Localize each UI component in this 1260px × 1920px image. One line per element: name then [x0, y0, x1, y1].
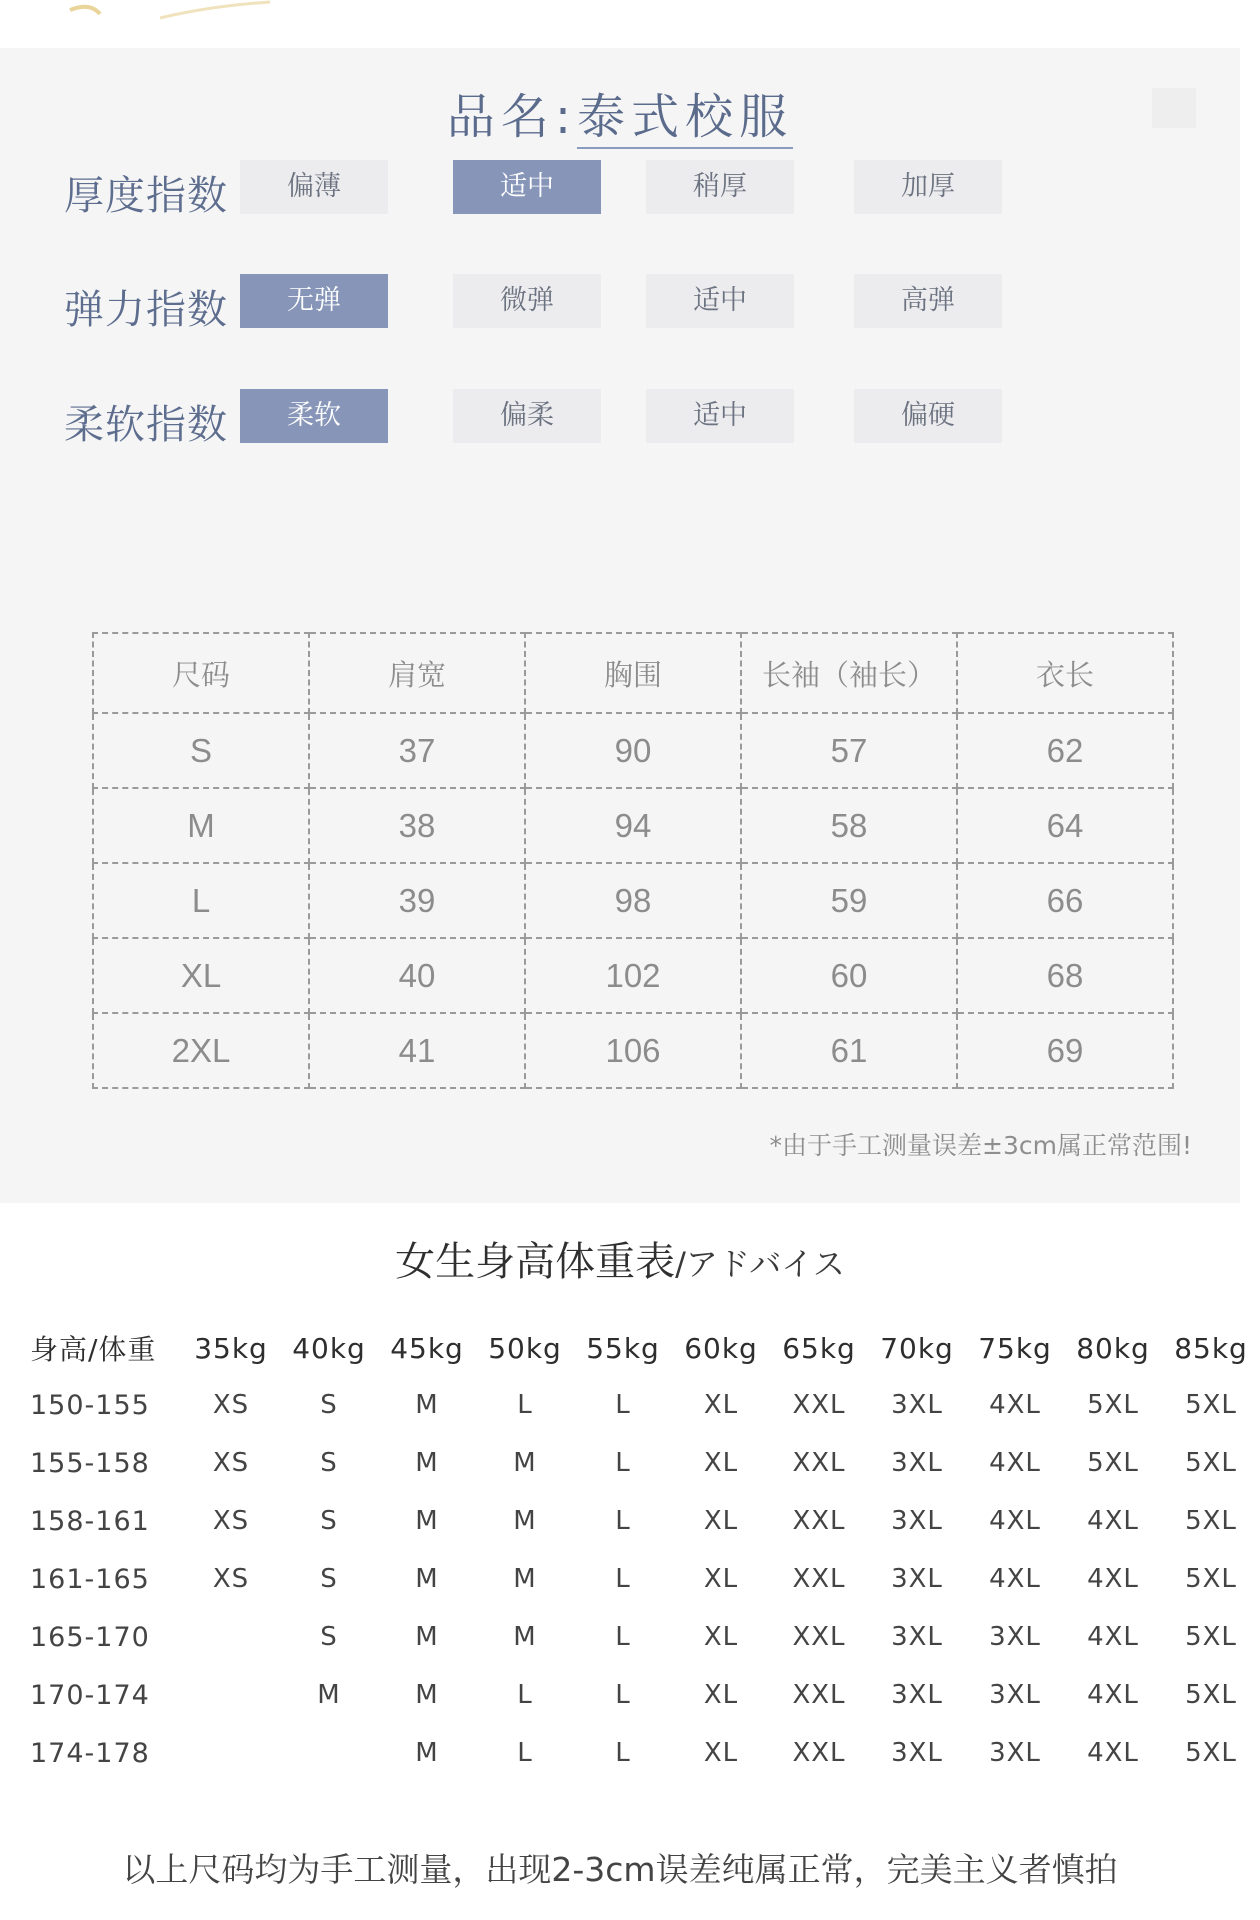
- hw-cell: M: [415, 1448, 439, 1478]
- size-table-row: [93, 938, 1173, 1013]
- hw-header-cell: 55kg: [586, 1331, 660, 1365]
- hw-cell: XL: [703, 1390, 739, 1420]
- height-weight-chart-title: [0, 1230, 1240, 1287]
- index-option-selected: 适中: [453, 160, 601, 214]
- size-table: [92, 632, 1174, 1089]
- index-row: [0, 160, 1240, 219]
- size-table-cell: 62: [957, 713, 1173, 788]
- hw-cell: M: [513, 1622, 537, 1652]
- top-decoration-strip: [0, 0, 1240, 48]
- hw-row: [22, 1724, 1260, 1782]
- hw-cell: 4XL: [1087, 1738, 1139, 1768]
- size-table-cell: 37: [309, 713, 525, 788]
- hw-cell: 5XL: [1185, 1506, 1237, 1536]
- hw-cell: 3XL: [891, 1564, 943, 1594]
- index-option: 偏薄: [240, 160, 388, 214]
- hw-cell: L: [517, 1680, 533, 1710]
- hw-cell: 165-170: [30, 1621, 150, 1653]
- index-option: 偏柔: [453, 389, 601, 443]
- size-table-cell: 41: [309, 1013, 525, 1088]
- size-table-cell: 106: [525, 1013, 741, 1088]
- product-name-title: [0, 78, 1240, 147]
- size-table-cell: 98: [525, 863, 741, 938]
- hw-cell: 4XL: [1087, 1506, 1139, 1536]
- size-table-cell: 38: [309, 788, 525, 863]
- size-table-cell: 57: [741, 713, 957, 788]
- size-table-cell: S: [93, 713, 309, 788]
- size-table-cell: 39: [309, 863, 525, 938]
- hw-row: [22, 1550, 1260, 1608]
- hw-header-cell: 50kg: [488, 1331, 562, 1365]
- hw-cell: XL: [703, 1622, 739, 1652]
- hw-cell: 5XL: [1087, 1390, 1139, 1420]
- hw-cell: M: [317, 1680, 341, 1710]
- hw-row: [22, 1666, 1260, 1724]
- hw-title-subtitle: /アドバイス: [675, 1245, 845, 1283]
- hw-cell: XS: [212, 1390, 250, 1420]
- hw-cell: XL: [703, 1506, 739, 1536]
- hw-cell: XXL: [792, 1390, 846, 1420]
- index-option: 微弹: [453, 274, 601, 328]
- product-name-value: 泰式校服: [577, 89, 793, 149]
- hw-cell: L: [615, 1680, 631, 1710]
- hw-cell: 4XL: [1087, 1622, 1139, 1652]
- index-option-selected: 无弹: [240, 274, 388, 328]
- hw-row: [22, 1376, 1260, 1434]
- hw-cell: XL: [703, 1680, 739, 1710]
- hw-header-cell: 45kg: [390, 1331, 464, 1365]
- hw-row: [22, 1492, 1260, 1550]
- index-option: 高弹: [854, 274, 1002, 328]
- hw-cell: 4XL: [989, 1390, 1041, 1420]
- hw-cell: 5XL: [1185, 1680, 1237, 1710]
- index-option: 适中: [646, 274, 794, 328]
- hw-cell: M: [415, 1390, 439, 1420]
- size-table-cell: 66: [957, 863, 1173, 938]
- hw-cell: 155-158: [30, 1447, 150, 1479]
- hw-cell: L: [615, 1506, 631, 1536]
- hw-cell: XXL: [792, 1506, 846, 1536]
- hw-cell: 3XL: [891, 1622, 943, 1652]
- size-table-cell: 69: [957, 1013, 1173, 1088]
- hw-cell: L: [615, 1622, 631, 1652]
- size-table-cell: 2XL: [93, 1013, 309, 1088]
- hw-cell: M: [415, 1738, 439, 1768]
- hw-cell: 5XL: [1185, 1390, 1237, 1420]
- index-option: 适中: [646, 389, 794, 443]
- hw-row: [22, 1434, 1260, 1492]
- size-table-cell: 102: [525, 938, 741, 1013]
- size-table-cell: 58: [741, 788, 957, 863]
- hw-cell: 5XL: [1087, 1448, 1139, 1478]
- hw-cell: 5XL: [1185, 1564, 1237, 1594]
- hw-cell: S: [320, 1564, 338, 1594]
- hw-header-cell: 80kg: [1076, 1331, 1150, 1365]
- hw-cell: M: [415, 1564, 439, 1594]
- hw-cell: 158-161: [30, 1505, 150, 1537]
- tolerance-note: *由于手工测量误差±3cm属正常范围!: [769, 1131, 1192, 1160]
- decorative-swoosh: [70, 0, 270, 22]
- hw-cell: L: [615, 1448, 631, 1478]
- size-table-header-cell: 长袖（袖长）: [741, 633, 957, 713]
- hw-header-cell: 身高/体重: [30, 1333, 157, 1366]
- hw-cell: 3XL: [989, 1622, 1041, 1652]
- size-table-row: [93, 1013, 1173, 1088]
- hw-header-cell: 35kg: [194, 1331, 268, 1365]
- hw-cell: XXL: [792, 1622, 846, 1652]
- hw-cell: 170-174: [30, 1679, 150, 1711]
- index-row: [0, 389, 1240, 448]
- index-label: 柔软指数: [64, 402, 228, 448]
- size-table-cell: M: [93, 788, 309, 863]
- hw-cell: L: [615, 1390, 631, 1420]
- hw-cell: XS: [212, 1448, 250, 1478]
- corner-placeholder: [1152, 88, 1196, 128]
- hw-cell: XXL: [792, 1738, 846, 1768]
- size-table-cell: 60: [741, 938, 957, 1013]
- hw-cell: 5XL: [1185, 1738, 1237, 1768]
- hw-cell: 3XL: [891, 1738, 943, 1768]
- index-option: 加厚: [854, 160, 1002, 214]
- hw-cell: XL: [703, 1564, 739, 1594]
- index-option-selected: 柔软: [240, 389, 388, 443]
- hw-cell: 3XL: [891, 1506, 943, 1536]
- hw-cell: [182, 1666, 280, 1724]
- hw-cell: 4XL: [1087, 1564, 1139, 1594]
- hw-cell: 4XL: [1087, 1680, 1139, 1710]
- size-table-row: [93, 788, 1173, 863]
- hw-cell: M: [415, 1680, 439, 1710]
- size-table-header-cell: 胸围: [525, 633, 741, 713]
- hw-cell: 3XL: [891, 1390, 943, 1420]
- hw-header-cell: 85kg: [1174, 1331, 1248, 1365]
- hw-cell: L: [615, 1738, 631, 1768]
- hw-header-cell: 75kg: [978, 1331, 1052, 1365]
- hw-cell: XXL: [792, 1564, 846, 1594]
- size-table-row: [93, 863, 1173, 938]
- hw-cell: S: [320, 1506, 338, 1536]
- hw-cell: XL: [703, 1738, 739, 1768]
- hw-cell: M: [415, 1622, 439, 1652]
- hw-cell: 3XL: [891, 1680, 943, 1710]
- hw-cell: L: [615, 1564, 631, 1594]
- hw-cell: 4XL: [989, 1564, 1041, 1594]
- size-table-cell: 68: [957, 938, 1173, 1013]
- size-table-row: [93, 713, 1173, 788]
- hw-row: [22, 1608, 1260, 1666]
- hw-header-cell: 70kg: [880, 1331, 954, 1365]
- hw-cell: [182, 1724, 280, 1782]
- hw-cell: [182, 1608, 280, 1666]
- size-table-cell: 61: [741, 1013, 957, 1088]
- hw-cell: XL: [703, 1448, 739, 1478]
- hw-cell: S: [320, 1622, 338, 1652]
- size-table-header-cell: 衣长: [957, 633, 1173, 713]
- size-table-header-cell: 尺码: [93, 633, 309, 713]
- hw-cell: M: [513, 1506, 537, 1536]
- index-row: [0, 274, 1240, 333]
- hw-cell: 4XL: [989, 1448, 1041, 1478]
- height-weight-table: [22, 1320, 1260, 1782]
- index-option: 偏硬: [854, 389, 1002, 443]
- hw-cell: 4XL: [989, 1506, 1041, 1536]
- spec-panel: [0, 48, 1240, 1203]
- hw-cell: M: [415, 1506, 439, 1536]
- hw-title-main: 女生身高体重表: [395, 1239, 676, 1285]
- index-label: 弹力指数: [64, 287, 228, 333]
- hw-cell: 3XL: [989, 1738, 1041, 1768]
- size-table-cell: 40: [309, 938, 525, 1013]
- size-table-cell: 64: [957, 788, 1173, 863]
- hw-cell: XXL: [792, 1680, 846, 1710]
- size-table-cell: XL: [93, 938, 309, 1013]
- index-label: 厚度指数: [64, 173, 228, 219]
- hw-header-row: [22, 1320, 1260, 1376]
- hw-cell: 150-155: [30, 1389, 150, 1421]
- size-table-cell: 94: [525, 788, 741, 863]
- hw-cell: S: [320, 1448, 338, 1478]
- size-table-cell: L: [93, 863, 309, 938]
- hw-header-cell: 40kg: [292, 1331, 366, 1365]
- size-table-cell: 90: [525, 713, 741, 788]
- hw-cell: M: [513, 1448, 537, 1478]
- hw-cell: L: [517, 1738, 533, 1768]
- hw-cell: [280, 1724, 378, 1782]
- hw-header-cell: 65kg: [782, 1331, 856, 1365]
- hw-cell: 3XL: [891, 1448, 943, 1478]
- hw-cell: 174-178: [30, 1737, 150, 1769]
- hw-cell: XS: [212, 1564, 250, 1594]
- product-name-label: 品名:: [446, 89, 578, 145]
- size-table-header-row: [93, 633, 1173, 713]
- hw-cell: XXL: [792, 1448, 846, 1478]
- hw-cell: 5XL: [1185, 1448, 1237, 1478]
- hw-header-cell: 60kg: [684, 1331, 758, 1365]
- hw-cell: XS: [212, 1506, 250, 1536]
- index-option: 稍厚: [646, 160, 794, 214]
- hw-cell: 5XL: [1185, 1622, 1237, 1652]
- measurement-footnote: 以上尺码均为手工测量，出现2-3cm误差纯属正常，完美主义者慎拍: [122, 1850, 1118, 1889]
- hw-cell: L: [517, 1390, 533, 1420]
- size-table-header-cell: 肩宽: [309, 633, 525, 713]
- hw-cell: S: [320, 1390, 338, 1420]
- hw-cell: 161-165: [30, 1563, 150, 1595]
- size-table-cell: 59: [741, 863, 957, 938]
- hw-cell: 3XL: [989, 1680, 1041, 1710]
- hw-cell: M: [513, 1564, 537, 1594]
